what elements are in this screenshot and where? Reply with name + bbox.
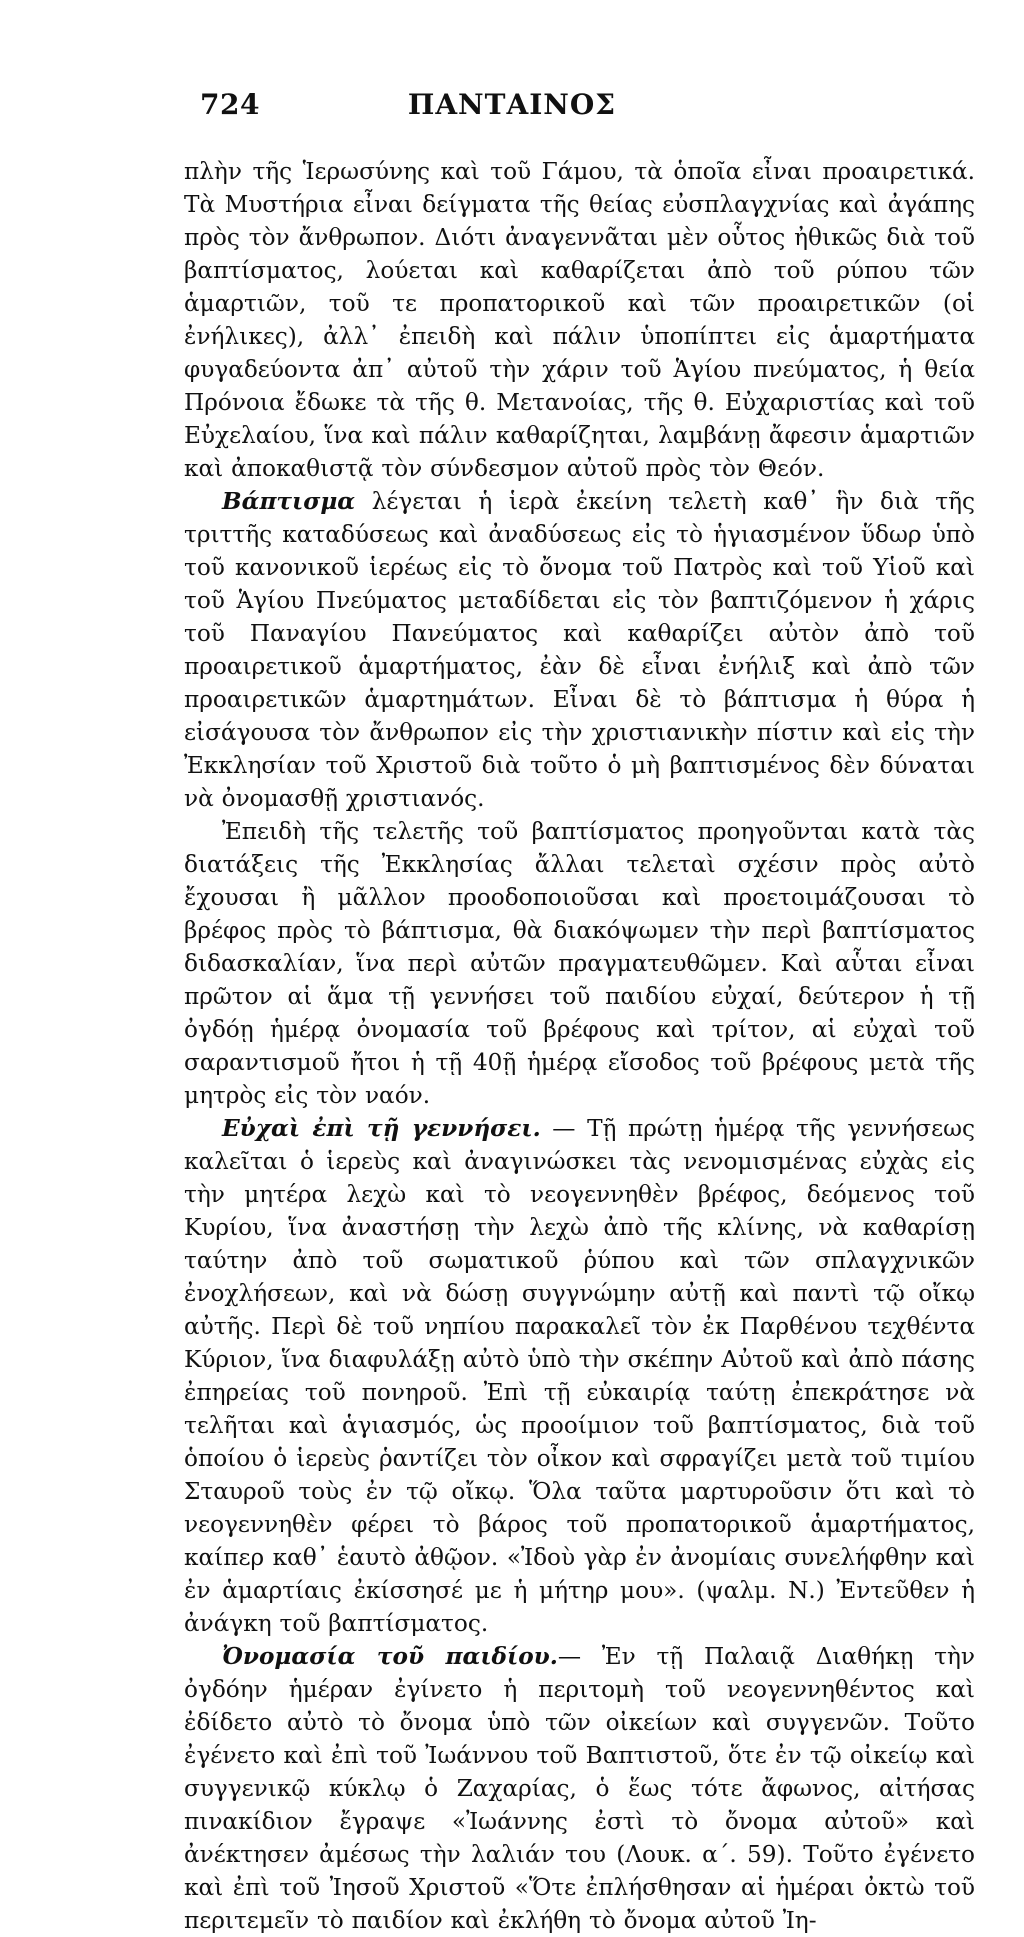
- body-text: [184, 155, 975, 1937]
- paragraph-text: Ἐπειδὴ τῆς τελετῆς τοῦ βαπτίσματος προηγοῦνται κατὰ τὰς διατάξεις τῆς Ἐκκλησίας ἄλλαι τελεταὶ σχέσιν πρὸς αὐτὸ ἔχουσαι ἢ μᾶλλον προοδοποιοῦσαι καὶ προετοιμάζουσαι τὸ βρέφος πρὸς τὸ βάπτισμα, θὰ διακόψωμεν τὴν περὶ βαπτίσματος διδασκαλίαν, ἵνα περὶ αὐτῶν πραγματευθῶμεν. Καὶ αὗται εἶναι πρῶτον αἱ ἅμα τῇ γεννήσει τοῦ παιδίου εὐχαί, δεύτερον ἡ τῇ ὀγδόῃ ἡμέρᾳ ὀνομασία τοῦ βρέφους καὶ τρίτον, αἱ εὐχαὶ τοῦ σαραντισμοῦ ἤτοι ἡ τῇ 40ῇ ἡμέρᾳ εἴσοδος τοῦ βρέφους μετὰ τῆς μητρὸς εἰς τὸν ναόν.: [184, 818, 975, 1109]
- paragraph-naming: [184, 1640, 975, 1937]
- paragraph-text: — Τῇ πρώτῃ ἡμέρᾳ τῆς γεννήσεως καλεῖται ὁ ἱερεὺς καὶ ἀναγινώσκει τὰς νενομισμένας εὐχὰς εἰς τὴν μητέρα λεχὼ καὶ τὸ νεογεννηθὲν βρέφος, δεόμενος τοῦ Κυρίου, ἵνα ἀναστήσῃ τὴν λεχὼ ἀπὸ τῆς κλίνης, νὰ καθαρίσῃ ταύτην ἀπὸ τοῦ σωματικοῦ ῥύπου καὶ τῶν σπλαγχνικῶν ἐνοχλήσεων, καὶ νὰ δώσῃ συγγνώμην αὐτῇ καὶ παντὶ τῷ οἴκῳ αὐτῆς. Περὶ δὲ τοῦ νηπίου παρακαλεῖ τὸν ἐκ Παρθένου τεχθέντα Κύριον, ἵνα διαφυλάξῃ αὐτὸ ὑπὸ τὴν σκέπην Αὐτοῦ καὶ ἀπὸ πάσης ἐπηρείας τοῦ πονηροῦ. Ἐπὶ τῇ εὐκαιρίᾳ ταύτῃ ἐπεκράτησε νὰ τελῆται καὶ ἁγιασμός, ὡς προοίμιον τοῦ βαπτίσματος, διὰ τοῦ ὁποίου ὁ ἱερεὺς ῥαντίζει τὸν οἶκον καὶ σφραγίζει μετὰ τοῦ τιμίου Σταυροῦ τοὺς ἐν τῷ οἴκῳ. Ὅλα ταῦτα μαρτυροῦσιν ὅτι καὶ τὸ νεογεννηθὲν φέρει τὸ βάρος τοῦ προπατορικοῦ ἁμαρτήματος, καίπερ καθ᾽ ἑαυτὸ ἀθῷον. «Ἰδοὺ γὰρ ἐν ἀνομίαις συνελήφθην καὶ ἐν ἁμαρτίαις ἐκίσσησέ με ἡ μήτηρ μου». (ψαλμ. Ν.) Ἐντεῦθεν ἡ ἀνάγκη τοῦ βαπτίσματος.: [184, 1115, 976, 1637]
- paragraph-text: — Ἐν τῇ Παλαιᾷ Διαθήκῃ τὴν ὀγδόην ἡμέραν ἐγίνετο ἡ περιτομὴ τοῦ νεογεννηθέντος καὶ ἐδίδετο αὐτὸ τὸ ὄνομα ὑπὸ τῶν οἰκείων καὶ συγγενῶν. Τοῦτο ἐγένετο καὶ ἐπὶ τοῦ Ἰωάννου τοῦ Βαπτιστοῦ, ὅτε ἐν τῷ οἰκείῳ καὶ συγγενικῷ κύκλῳ ὁ Ζαχαρίας, ὁ ἕως τότε ἄφωνος, αἰτήσας πινακίδιον ἔγραψε «Ἰωάννης ἐστὶ τὸ ὄνομα αὐτοῦ» καὶ ἀνέκτησεν ἀμέσως τὴν λαλιάν του (Λουκ. α΄. 59). Τοῦτο ἐγένετο καὶ ἐπὶ τοῦ Ἰησοῦ Χριστοῦ «Ὅτε ἐπλήσθησαν αἱ ἡμέραι ὀκτὼ τοῦ περιτεμεῖν τὸ παιδίον καὶ ἐκλήθη τὸ ὄνομα αὐτοῦ Ἰη-: [184, 1643, 976, 1934]
- section-heading-baptism: Βάπτισμα: [222, 488, 356, 515]
- paragraph-sacraments: [184, 155, 975, 485]
- paragraph-text: λέγεται ἡ ἱερὰ ἐκείνη τελετὴ καθ᾽ ἣν διὰ τῆς τριττῆς καταδύσεως καὶ ἀναδύσεως εἰς τὸ ἡγιασμένον ὕδωρ ὑπὸ τοῦ κανονικοῦ ἱερέως εἰς τὸ ὄνομα τοῦ Πατρὸς καὶ τοῦ Υἱοῦ καὶ τοῦ Ἁγίου Πνεύματος μεταδίδεται εἰς τὸν βαπτιζόμενον ἡ χάρις τοῦ Παναγίου Πανεύματος καὶ καθαρίζει αὐτὸν ἀπὸ τοῦ προαιρετικοῦ ἁμαρτήματος, ἐὰν δὲ εἶναι ἐνήλιξ καὶ ἀπὸ τῶν προαιρετικῶν ἁμαρτημάτων. Εἶναι δὲ τὸ βάπτισμα ἡ θύρα ἡ εἰσάγουσα τὸν ἄνθρωπον εἰς τὴν χριστιανικὴν πίστιν καὶ εἰς τὴν Ἐκκλησίαν τοῦ Χριστοῦ διὰ τοῦτο ὁ μὴ βαπτισμένος δὲν δύναται νὰ ὀνομασθῇ χριστιανός.: [184, 488, 975, 812]
- section-heading-naming: Ὀνομασία τοῦ παιδίου.: [222, 1643, 558, 1670]
- page-header: [0, 88, 1024, 128]
- paragraph-birth-prayers: [184, 1112, 975, 1640]
- page-number: 724: [200, 88, 260, 121]
- section-heading-birth-prayers: Εὐχαὶ ἐπὶ τῇ γεννήσει.: [222, 1115, 541, 1142]
- running-title: ΠΑΝΤΑΙΝΟΣ: [407, 88, 617, 121]
- paragraph-baptism: [184, 485, 975, 815]
- paragraph-text: πλὴν τῆς Ἱερωσύνης καὶ τοῦ Γάμου, τὰ ὁποῖα εἶναι προαιρετικά. Τὰ Μυστήρια εἶναι δείγματα τῆς θείας εὐσπλαγχνίας καὶ ἀγάπης πρὸς τὸν ἄνθρωπον. Διότι ἀναγεννᾶται μὲν οὗτος ἠθικῶς διὰ τοῦ βαπτίσματος, λούεται καὶ καθαρίζεται ἀπὸ τοῦ ρύπου τῶν ἁμαρτιῶν, τοῦ τε προπατορικοῦ καὶ τῶν προαιρετικῶν (οἱ ἐνήλικες), ἀλλ᾽ ἐπειδὴ καὶ πάλιν ὑποπίπτει εἰς ἁμαρτήματα φυγαδεύοντα ἀπ᾽ αὐτοῦ τὴν χάριν τοῦ Ἁγίου πνεύματος, ἡ θεία Πρόνοια ἔδωκε τὰ τῆς θ. Μετανοίας, τῆς θ. Εὐχαριστίας καὶ τοῦ Εὐχελαίου, ἵνα καὶ πάλιν καθαρίζηται, λαμβάνῃ ἄφεσιν ἁμαρτιῶν καὶ ἀποκαθιστᾷ τὸν σύνδεσμον αὐτοῦ πρὸς τὸν Θεόν.: [184, 158, 975, 482]
- paragraph-preliminary-rites: [184, 815, 975, 1112]
